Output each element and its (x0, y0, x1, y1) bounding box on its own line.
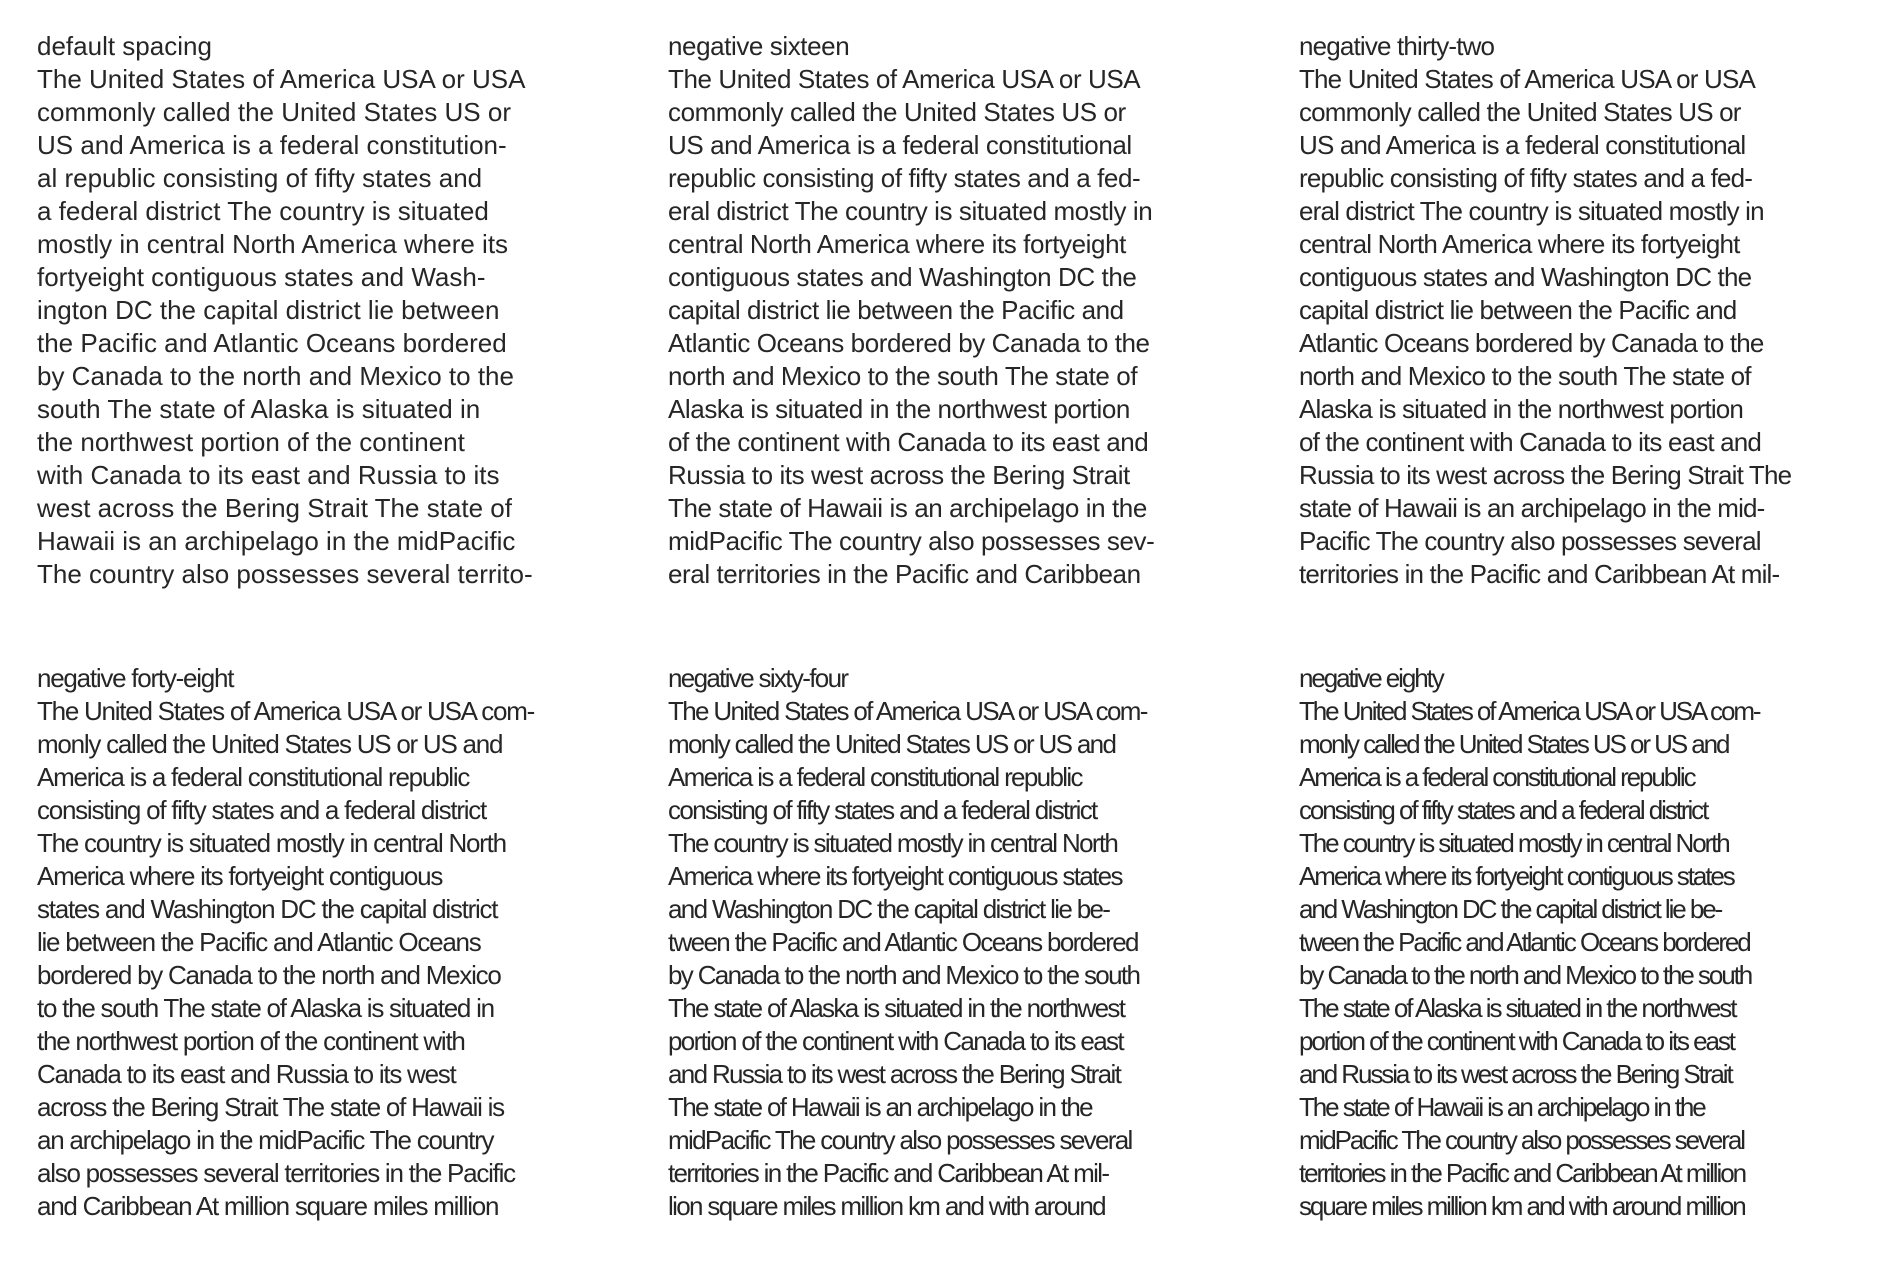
text-line: Atlantic Oceans bordered by Canada to the (1299, 328, 1764, 358)
block-text (668, 695, 1268, 1223)
block-label: negative sixteen (668, 31, 850, 61)
text-line: The United States of America USA or USA (37, 64, 526, 94)
text-line: republic consisting of fifty states and a fed- (1299, 163, 1753, 193)
text-line: The state of Alaska is situated in the northwest (1299, 993, 1736, 1023)
text-line: the northwest portion of the continent (37, 427, 465, 457)
text-line: with Canada to its east and Russia to its (37, 460, 500, 490)
specimen-block-negative-sixteen (668, 30, 1268, 591)
text-line: mostly in central North America where its (37, 229, 509, 259)
text-line: consisting of fifty states and a federal district (37, 795, 486, 825)
text-line: capital district lie between the Pacific and (1299, 295, 1737, 325)
text-line: and Washington DC the capital district lie be- (1299, 894, 1722, 924)
text-line: central North America where its fortyeight (1299, 229, 1740, 259)
text-line: state of Hawaii is an archipelago in the mid- (1299, 493, 1765, 523)
text-line: Russia to its west across the Bering Strait The (1299, 460, 1792, 490)
text-line: a federal district The country is situated (37, 196, 489, 226)
specimen-block-negative-thirty-two (1299, 30, 1899, 591)
text-line: bordered by Canada to the north and Mexico (37, 960, 501, 990)
text-line: territories in the Pacific and Caribbean At million (1299, 1158, 1745, 1188)
block-text (668, 63, 1268, 591)
specimen-block-default-spacing (37, 30, 637, 591)
text-line: Russia to its west across the Bering Strait (668, 460, 1130, 490)
text-line: US and America is a federal constitutional (1299, 130, 1746, 160)
text-line: commonly called the United States US or (668, 97, 1126, 127)
text-line: north and Mexico to the south The state of (1299, 361, 1751, 391)
text-line: territories in the Pacific and Caribbean At mil- (668, 1158, 1109, 1188)
text-line: Atlantic Oceans bordered by Canada to the (668, 328, 1150, 358)
text-line: midPacific The country also possesses sev- (668, 526, 1155, 556)
text-line: The country is situated mostly in central North (1299, 828, 1729, 858)
text-line: commonly called the United States US or (37, 97, 511, 127)
text-line: The United States of America USA or USA com- (37, 696, 535, 726)
text-line: commonly called the United States US or (1299, 97, 1741, 127)
text-line: lie between the Pacific and Atlantic Oceans (37, 927, 481, 957)
block-label: negative forty-eight (37, 663, 234, 693)
text-line: tween the Pacific and Atlantic Oceans bordered (1299, 927, 1750, 957)
text-line: across the Bering Strait The state of Hawaii is (37, 1092, 504, 1122)
specimen-block-negative-sixty-four (668, 662, 1268, 1223)
text-line: monly called the United States US or US and (1299, 729, 1729, 759)
text-line: America is a federal constitutional republic (668, 762, 1082, 792)
text-line: Pacific The country also possesses several (1299, 526, 1761, 556)
text-line: America where its fortyeight contiguous states (668, 861, 1122, 891)
text-line: The United States of America USA or USA com- (1299, 696, 1760, 726)
specimen-block-negative-eighty (1299, 662, 1899, 1223)
text-line: by Canada to the north and Mexico to the south (668, 960, 1140, 990)
text-line: contiguous states and Washington DC the (668, 262, 1137, 292)
text-line: contiguous states and Washington DC the (1299, 262, 1752, 292)
text-line: capital district lie between the Pacific and (668, 295, 1124, 325)
text-line: midPacific The country also possesses several (668, 1125, 1132, 1155)
text-line: states and Washington DC the capital district (37, 894, 498, 924)
text-line: an archipelago in the midPacific The country (37, 1125, 494, 1155)
text-line: America where its fortyeight contiguous states (1299, 861, 1734, 891)
text-line: al republic consisting of fifty states and (37, 163, 483, 193)
text-line: the northwest portion of the continent with (37, 1026, 465, 1056)
block-text (1299, 695, 1899, 1223)
text-line: by Canada to the north and Mexico to the south (1299, 960, 1752, 990)
text-line: the Pacific and Atlantic Oceans bordered (37, 328, 507, 358)
text-line: territories in the Pacific and Caribbean At mil- (1299, 559, 1780, 589)
text-line: and Russia to its west across the Bering Strait (668, 1059, 1121, 1089)
text-line: central North America where its fortyeight (668, 229, 1126, 259)
text-line: consisting of fifty states and a federal district (668, 795, 1097, 825)
block-label: negative sixty-four (668, 663, 848, 693)
text-line: by Canada to the north and Mexico to the (37, 361, 514, 391)
text-line: to the south The state of Alaska is situated in (37, 993, 494, 1023)
text-line: The United States of America USA or USA com- (668, 696, 1147, 726)
text-line: The country is situated mostly in central North (37, 828, 506, 858)
text-line: portion of the continent with Canada to its east (1299, 1026, 1734, 1056)
text-line: eral territories in the Pacific and Caribbean (668, 559, 1141, 589)
block-text (1299, 63, 1899, 591)
text-line: The state of Alaska is situated in the northwest (668, 993, 1125, 1023)
text-line: republic consisting of fifty states and a fed- (668, 163, 1141, 193)
text-line: Alaska is situated in the northwest portion (1299, 394, 1744, 424)
text-line: square miles million km and with around million (1299, 1191, 1745, 1221)
text-line: America where its fortyeight contiguous (37, 861, 443, 891)
text-line: and Washington DC the capital district lie be- (668, 894, 1110, 924)
block-label: negative eighty (1299, 663, 1443, 693)
block-label: default spacing (37, 31, 212, 61)
block-text (37, 63, 637, 591)
text-line: eral district The country is situated mostly in (1299, 196, 1764, 226)
text-line: monly called the United States US or US and (37, 729, 503, 759)
text-line: lion square miles million km and with around (668, 1191, 1105, 1221)
text-line: consisting of fifty states and a federal district (1299, 795, 1708, 825)
text-line: America is a federal constitutional republic (37, 762, 470, 792)
text-line: The United States of America USA or USA (1299, 64, 1755, 94)
text-line: monly called the United States US or US and (668, 729, 1116, 759)
text-line: portion of the continent with Canada to its east (668, 1026, 1123, 1056)
text-line: midPacific The country also possesses several (1299, 1125, 1744, 1155)
text-line: Canada to its east and Russia to its west (37, 1059, 456, 1089)
text-line: The state of Hawaii is an archipelago in the (668, 1092, 1092, 1122)
text-line: and Caribbean At million square miles million (37, 1191, 499, 1221)
text-line: of the continent with Canada to its east and (668, 427, 1149, 457)
text-line: America is a federal constitutional republic (1299, 762, 1695, 792)
text-line: The state of Hawaii is an archipelago in the (1299, 1092, 1705, 1122)
text-line: north and Mexico to the south The state of (668, 361, 1138, 391)
text-line: of the continent with Canada to its east and (1299, 427, 1762, 457)
text-line: south The state of Alaska is situated in (37, 394, 481, 424)
block-text (37, 695, 637, 1223)
text-line: The state of Hawaii is an archipelago in the (668, 493, 1147, 523)
text-line: tween the Pacific and Atlantic Oceans bordered (668, 927, 1138, 957)
text-line: eral district The country is situated mostly in (668, 196, 1153, 226)
text-line: The country is situated mostly in central North (668, 828, 1118, 858)
text-line: Alaska is situated in the northwest portion (668, 394, 1130, 424)
text-line: fortyeight contiguous states and Wash- (37, 262, 486, 292)
text-line: ington DC the capital district lie between (37, 295, 500, 325)
text-line: and Russia to its west across the Bering Strait (1299, 1059, 1732, 1089)
text-line: Hawaii is an archipelago in the midPacific (37, 526, 516, 556)
block-label: negative thirty-two (1299, 31, 1495, 61)
specimen-block-negative-forty-eight (37, 662, 637, 1223)
text-line: west across the Bering Strait The state of (37, 493, 512, 523)
text-line: US and America is a federal constitutional (668, 130, 1132, 160)
text-line: The United States of America USA or USA (668, 64, 1141, 94)
text-line: The country also possesses several territo- (37, 559, 533, 589)
text-line: also possesses several territories in the Pacific (37, 1158, 515, 1188)
text-line: US and America is a federal constitution- (37, 130, 507, 160)
